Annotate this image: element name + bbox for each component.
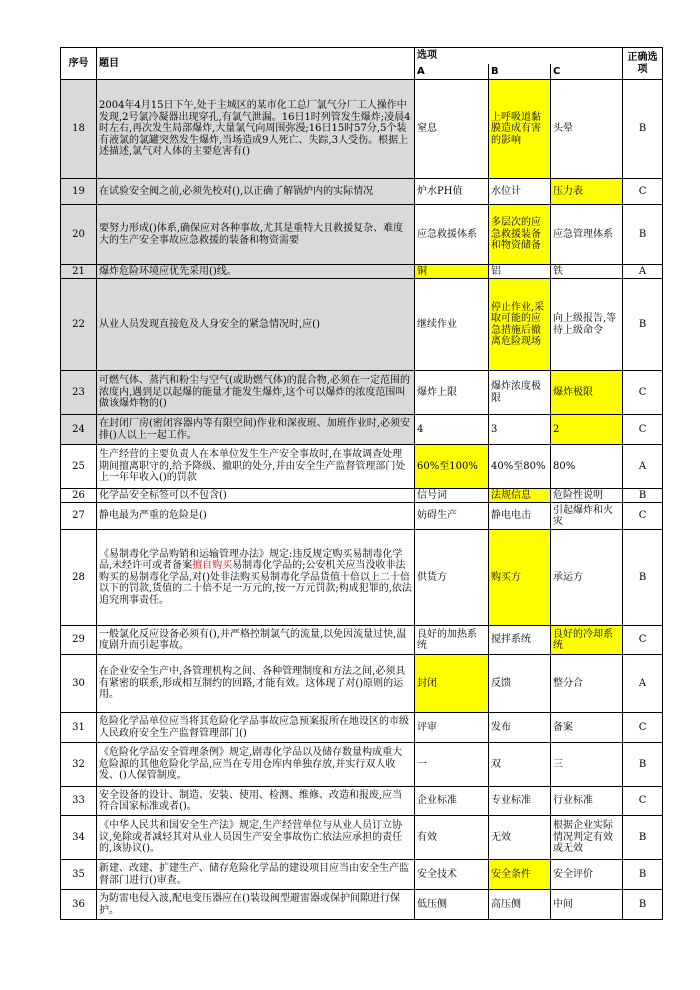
option-c: 引起爆炸和火灾: [551, 503, 623, 530]
option-b: 反馈: [489, 655, 551, 713]
option-a: 爆炸上限: [415, 371, 489, 415]
table-row: [61, 860, 663, 890]
option-a: 评审: [415, 713, 489, 743]
correct-answer: B: [623, 860, 663, 890]
question-table: [60, 47, 663, 920]
table-row: [61, 787, 663, 816]
correct-answer: C: [623, 626, 663, 655]
option-a: 妨碍生产: [415, 503, 489, 530]
header-correct: 正确选项: [623, 48, 663, 80]
correct-answer: C: [623, 713, 663, 743]
option-a: 继续作业: [415, 279, 489, 371]
option-c: 爆炸极限: [551, 371, 623, 415]
option-c: 2: [551, 415, 623, 445]
option-a: 炉水PH值: [415, 179, 489, 205]
correct-answer: C: [623, 415, 663, 445]
option-c: 80%: [551, 445, 623, 489]
option-c: 安全评价: [551, 860, 623, 890]
question-text: 从业人员发现直接危及人身安全的紧急情况时,应(): [97, 279, 415, 371]
question-text: 可燃气体、蒸汽和粉尘与空气(或助燃气体)的混合物,必须在一定范围的浓度内,遇到足以起爆的能量才能发生爆炸,这个可以爆炸的浓度范围叫做该爆炸物的(): [97, 371, 415, 415]
option-b: 高压侧: [489, 890, 551, 920]
table-row: [61, 489, 663, 503]
question-text: 在企业安全生产中,各管理机构之间、各种管理制度和方法之间,必须具有紧密的联系,形成相互制约的回路,才能有效。这体现了对()原则的运用。: [97, 655, 415, 713]
option-c: 行业标准: [551, 787, 623, 816]
question-number: 26: [61, 489, 97, 503]
question-text: 2004年4月15日下午,处于主城区的某市化工总厂氯气分厂工人操作中发现,2号氯冷凝器出现穿孔,有氯气泄漏。16日1时列管发生爆炸;凌晨4时左右,再次发生局部爆炸,大量氯气向周围弥漫;16日15时57分,5个装有液氯的氯罐突然发生爆炸,当场造成9人死亡、失踪,3人受伤。根据上述描述,氯气对人体的主要危害有(): [97, 80, 415, 179]
question-text: 《中华人民共和国安全生产法》规定,生产经营单位与从业人员订立协议,免除或者减轻其对从业人员因生产安全事故伤亡依法应承担的责任的,该协议()。: [97, 816, 415, 860]
option-c: 压力表: [551, 179, 623, 205]
question-number: 32: [61, 743, 97, 787]
question-number: 35: [61, 860, 97, 890]
question-text-pre: 《易制毒化学品购销和运输管理办法》规定:违反规定购买易制毒化学品,未经许可或者备案: [99, 548, 403, 572]
question-number: 36: [61, 890, 97, 920]
option-b: 专业标准: [489, 787, 551, 816]
option-c: 承运方: [551, 530, 623, 626]
table-row: [61, 371, 663, 415]
option-c: 危险性说明: [551, 489, 623, 503]
question-number: 25: [61, 445, 97, 489]
table-row: [61, 445, 663, 489]
question-number: 31: [61, 713, 97, 743]
question-number: 21: [61, 265, 97, 279]
option-b: 发布: [489, 713, 551, 743]
question-text: 要努力形成()体系,确保应对各种事故,尤其是重特大且救援复杂、难度大的生产安全事故应急救援的装备和物资需要: [97, 205, 415, 265]
question-text: 一般氯化反应设备必须有(),并严格控制氯气的流量,以免因流量过快,温度剧升而引起事故。: [97, 626, 415, 655]
correct-answer: C: [623, 371, 663, 415]
option-b: 法规信息: [489, 489, 551, 503]
question-text: [97, 530, 415, 626]
table-row: [61, 890, 663, 920]
option-b: 双: [489, 743, 551, 787]
option-b: 停止作业,采取可能的应急措施后撤离危险现场: [489, 279, 551, 371]
question-number: 29: [61, 626, 97, 655]
correct-answer: B: [623, 743, 663, 787]
table-row: [61, 743, 663, 787]
question-text: 《危险化学品安全管理条例》规定,剧毒化学品以及储存数量构成重大危险源的其他危险化学品,应当在专用仓库内单独存放,并实行双人收发、()人保管制度。: [97, 743, 415, 787]
correct-answer: C: [623, 179, 663, 205]
option-c: 铁: [551, 265, 623, 279]
option-c: 备案: [551, 713, 623, 743]
question-number: 28: [61, 530, 97, 626]
question-text: 爆炸危险环境应优先采用()线。: [97, 265, 415, 279]
option-b: 铝: [489, 265, 551, 279]
option-b: 购买方: [489, 530, 551, 626]
correct-answer: B: [623, 489, 663, 503]
correct-answer: B: [623, 205, 663, 265]
table-row: [61, 265, 663, 279]
table-row: [61, 530, 663, 626]
option-c: 头晕: [551, 80, 623, 179]
option-a: 窒息: [415, 80, 489, 179]
header-options: 选项: [415, 48, 623, 64]
option-b: 搅拌系统: [489, 626, 551, 655]
correct-answer: B: [623, 80, 663, 179]
question-number: 30: [61, 655, 97, 713]
question-text: 在试验安全阀之前,必须先校对(),以正确了解锅炉内的实际情况: [97, 179, 415, 205]
question-number: 27: [61, 503, 97, 530]
question-text: 化学品安全标签可以不包含(): [97, 489, 415, 503]
correct-answer: A: [623, 445, 663, 489]
correct-answer: A: [623, 265, 663, 279]
option-a: 铜: [415, 265, 489, 279]
question-text: 安全设备的设计、制造、安装、使用、检测、维修、改造和报废,应当符合国家标准或者()。: [97, 787, 415, 816]
option-c: 应急管理体系: [551, 205, 623, 265]
question-number: 23: [61, 371, 97, 415]
option-a: 供货方: [415, 530, 489, 626]
table-row: [61, 279, 663, 371]
question-number: 19: [61, 179, 97, 205]
option-b: 3: [489, 415, 551, 445]
option-b: 无效: [489, 816, 551, 860]
header-option-a: A: [415, 64, 489, 80]
option-a: 有效: [415, 816, 489, 860]
option-a: 应急救援体系: [415, 205, 489, 265]
option-a: 安全技术: [415, 860, 489, 890]
option-b: 爆炸浓度极限: [489, 371, 551, 415]
question-text: 新建、改建、扩建生产、储存危险化学品的建设项目应当由安全生产监督部门进行()审查。: [97, 860, 415, 890]
correct-answer: A: [623, 655, 663, 713]
option-a: 60%至100%: [415, 445, 489, 489]
option-c: 良好的冷却系统: [551, 626, 623, 655]
question-text: 为防雷电侵入波,配电变压器应在()装设阀型避雷器或保护间隙进行保护。: [97, 890, 415, 920]
question-number: 20: [61, 205, 97, 265]
option-a: 企业标准: [415, 787, 489, 816]
option-b: 安全条件: [489, 860, 551, 890]
question-text: 生产经营的主要负责人在本单位发生生产安全事故时,在事故调查处理期间擅离职守的,给予降级、撤职的处分,并由安全生产监督管理部门处上一年年收入()的罚款: [97, 445, 415, 489]
option-c: 三: [551, 743, 623, 787]
table-row: [61, 713, 663, 743]
question-text: 静电最为严重的危险是(): [97, 503, 415, 530]
table-row: [61, 503, 663, 530]
question-text-highlight: 擅自购买: [192, 560, 233, 572]
question-number: 22: [61, 279, 97, 371]
correct-answer: C: [623, 787, 663, 816]
table-row: [61, 179, 663, 205]
header-title: 题目: [97, 48, 415, 80]
question-text: 危险化学品单位应当将其危险化学品事故应急预案报所在地设区的市级人民政府安全生产监督管理部门(): [97, 713, 415, 743]
question-text-post: 易制毒化学品的;公安机关应当没收非法购买的易制毒化学品,对()处非法购买易制毒化学品货值十倍以上二十倍以下的罚款,货值的二十倍不足一万元的,按一万元罚款;构成犯罪的,依法追究刑事责任。: [99, 560, 412, 606]
option-a: 一: [415, 743, 489, 787]
table-row: [61, 205, 663, 265]
question-text: 在封闭厂房(密闭容器内等有限空间)作业和深夜班、加班作业时,必须安排()人以上一起工作。: [97, 415, 415, 445]
option-b: 水位计: [489, 179, 551, 205]
option-a: 封闭: [415, 655, 489, 713]
header-option-b: B: [489, 64, 551, 80]
option-a: 4: [415, 415, 489, 445]
correct-answer: B: [623, 816, 663, 860]
question-number: 33: [61, 787, 97, 816]
option-c: 整分合: [551, 655, 623, 713]
question-number: 24: [61, 415, 97, 445]
option-b: 静电电击: [489, 503, 551, 530]
option-a: 良好的加热系统: [415, 626, 489, 655]
header-option-c: C: [551, 64, 623, 80]
table-row: [61, 655, 663, 713]
option-b: 多层次的应急救援装备和物资储备: [489, 205, 551, 265]
option-b: 上呼吸道黏膜造成有害的影响: [489, 80, 551, 179]
correct-answer: B: [623, 279, 663, 371]
table-row: [61, 415, 663, 445]
option-a: 信号词: [415, 489, 489, 503]
table-row: [61, 80, 663, 179]
option-c: 向上级报告,等待上级命令: [551, 279, 623, 371]
table-row: [61, 626, 663, 655]
correct-answer: B: [623, 530, 663, 626]
correct-answer: B: [623, 890, 663, 920]
question-number: 18: [61, 80, 97, 179]
header-seq: 序号: [61, 48, 97, 80]
option-a: 低压侧: [415, 890, 489, 920]
question-number: 34: [61, 816, 97, 860]
table-row: [61, 816, 663, 860]
option-c: 中间: [551, 890, 623, 920]
correct-answer: C: [623, 503, 663, 530]
option-c: 根据企业实际情况判定有效或无效: [551, 816, 623, 860]
option-b: 40%至80%: [489, 445, 551, 489]
